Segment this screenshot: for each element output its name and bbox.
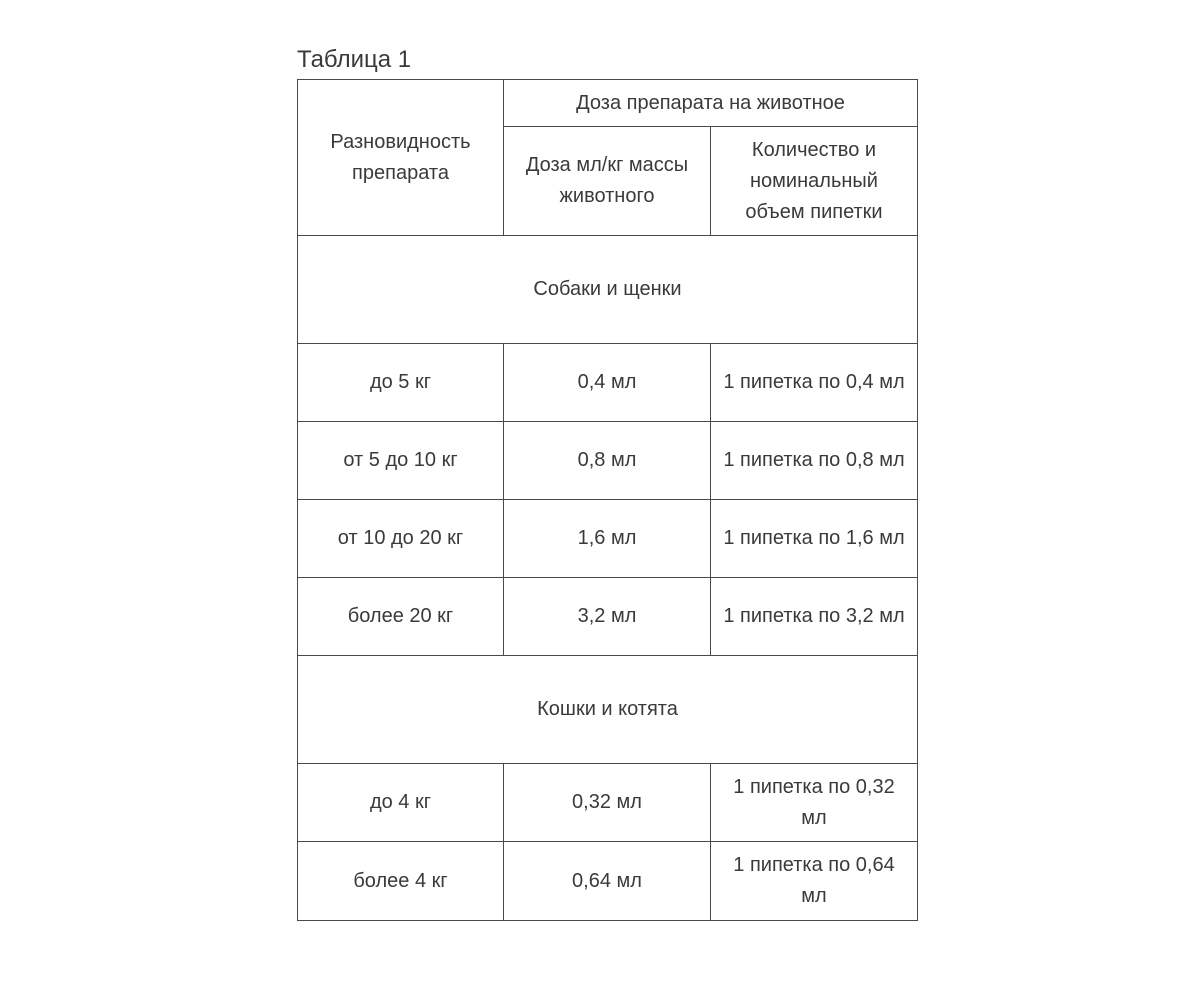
table-row xyxy=(298,764,918,842)
cell-dose: 0,4 мл xyxy=(504,344,711,422)
cell-pipette: 1 пипетка по 0,32 мл xyxy=(711,764,918,842)
header-variety: Разновидность препарата xyxy=(298,80,504,236)
cell-dose: 0,8 мл xyxy=(504,422,711,500)
table-row xyxy=(298,842,918,921)
cell-pipette: 1 пипетка по 3,2 мл xyxy=(711,578,918,656)
dosage-table xyxy=(297,79,918,921)
cell-pipette: 1 пипетка по 1,6 мл xyxy=(711,500,918,578)
cell-pipette: 1 пипетка по 0,4 мл xyxy=(711,344,918,422)
cell-weight: до 4 кг xyxy=(298,764,504,842)
table-row xyxy=(298,344,918,422)
cell-dose: 3,2 мл xyxy=(504,578,711,656)
header-dose-per-kg: Доза мл/кг массы животного xyxy=(504,127,711,236)
cell-weight: до 5 кг xyxy=(298,344,504,422)
header-dose-group: Доза препарата на животное xyxy=(504,80,918,127)
cell-pipette: 1 пипетка по 0,8 мл xyxy=(711,422,918,500)
cell-dose: 1,6 мл xyxy=(504,500,711,578)
cell-weight: от 10 до 20 кг xyxy=(298,500,504,578)
cell-pipette: 1 пипетка по 0,64 мл xyxy=(711,842,918,921)
group-title: Собаки и щенки xyxy=(298,236,918,344)
cell-weight: более 4 кг xyxy=(298,842,504,921)
group-row-dogs xyxy=(298,236,918,344)
header-pipette-volume: Количество и номинальный объем пипетки xyxy=(711,127,918,236)
table-caption: Таблица 1 xyxy=(297,46,412,73)
table-row xyxy=(298,578,918,656)
cell-weight: более 20 кг xyxy=(298,578,504,656)
cell-weight: от 5 до 10 кг xyxy=(298,422,504,500)
cell-dose: 0,64 мл xyxy=(504,842,711,921)
cell-dose: 0,32 мл xyxy=(504,764,711,842)
group-title: Кошки и котята xyxy=(298,656,918,764)
table-row xyxy=(298,500,918,578)
header-row xyxy=(298,80,918,127)
group-row-cats xyxy=(298,656,918,764)
table-row xyxy=(298,422,918,500)
